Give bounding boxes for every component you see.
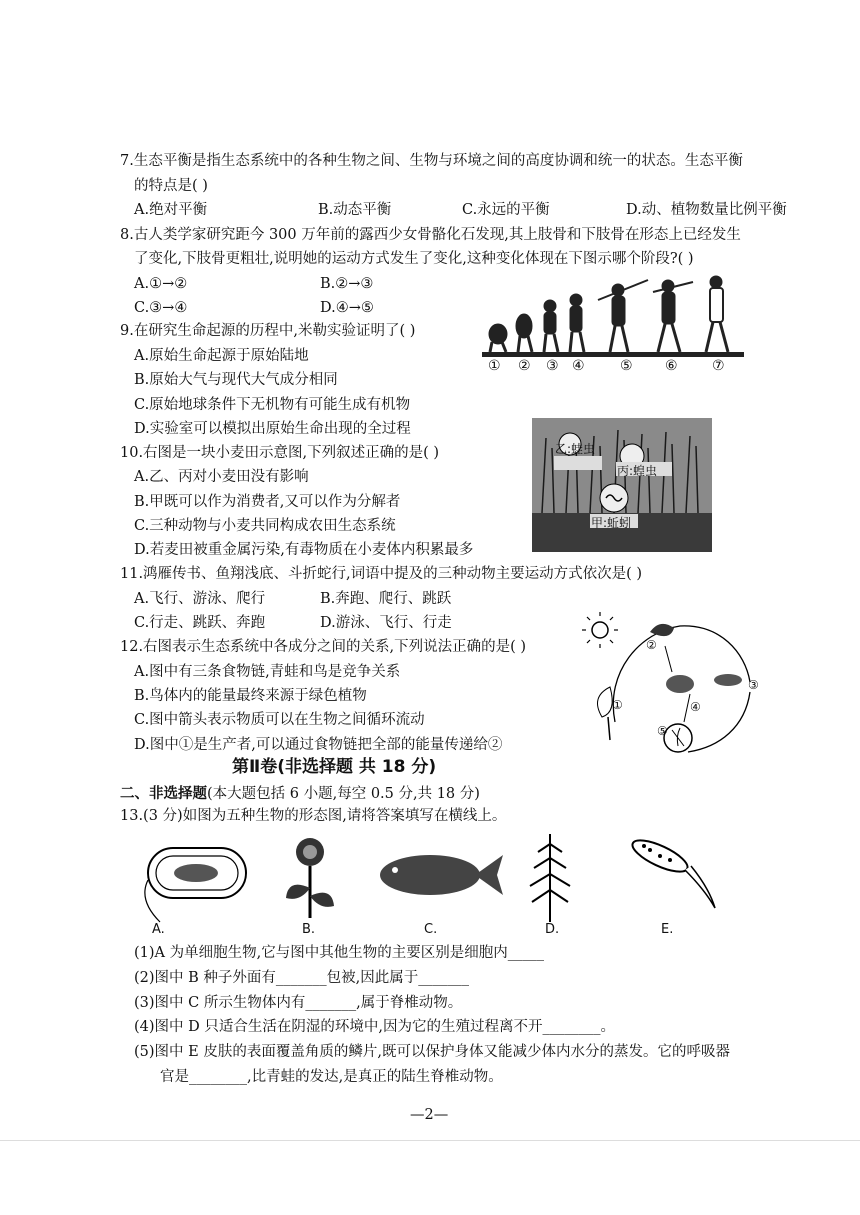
- evo-num-1: ①: [488, 358, 501, 374]
- q10-option-a: A.乙、丙对小麦田没有影响: [134, 469, 309, 485]
- wheat-field-figure: [532, 418, 712, 552]
- q13-sub2: (2)图中 B 种子外面有_______包被,因此属于_______: [134, 970, 470, 986]
- q8-stem-line1: 8.古人类学家研究距今 300 万年前的露西少女骨骼化石发现,其上肢骨和下肢骨在形态上已经发生: [120, 227, 741, 243]
- q13-sub4: (4)图中 D 只适合生活在阴湿的环境中,因为它的生殖过程离不开________。: [134, 1019, 615, 1035]
- evo-num-4: ④: [572, 358, 585, 374]
- cycle-label-1: ①: [612, 698, 623, 712]
- fig-label-d: D.: [545, 922, 560, 937]
- page-number: —2—: [410, 1107, 449, 1123]
- q11-option-c: C.行走、跳跃、奔跑: [134, 615, 266, 631]
- cycle-label-5: ⑤: [657, 724, 668, 738]
- cycle-label-2: ②: [646, 638, 657, 652]
- five-organisms-figure: [140, 830, 750, 930]
- q10-stem: 10.右图是一块小麦田示意图,下列叙述正确的是( ): [120, 445, 440, 461]
- q8-stem-line2: 了变化,下肢骨更粗壮,说明她的运动方式发生了变化,这种变化体现在下图示哪个阶段?( ): [134, 251, 694, 267]
- q7-option-d: D.动、植物数量比例平衡: [626, 202, 787, 218]
- q9-option-d: D.实验室可以模拟出原始生命出现的全过程: [134, 421, 411, 437]
- q8-option-a: A.①→②: [134, 276, 188, 292]
- q9-stem: 9.在研究生命起源的历程中,米勒实验证明了( ): [120, 323, 416, 339]
- q11-option-a: A.飞行、游泳、爬行: [134, 591, 266, 607]
- q8-option-c: C.③→④: [134, 300, 188, 316]
- section2-header: [120, 785, 480, 803]
- cycle-label-4: ④: [690, 700, 701, 714]
- field-label-jia: 甲:蚯蚓: [591, 516, 632, 530]
- q7-stem-line2: 的特点是( ): [134, 178, 208, 194]
- evo-num-6: ⑥: [665, 358, 678, 374]
- evo-num-2: ②: [518, 358, 531, 374]
- evo-num-5: ⑤: [620, 358, 633, 374]
- q11-stem: 11.鸿雁传书、鱼翔浅底、斗折蛇行,词语中提及的三种动物主要运动方式依次是( ): [120, 566, 643, 582]
- q13-sub1: (1)A 为单细胞生物,它与图中其他生物的主要区别是细胞内_____: [134, 945, 544, 961]
- q12-option-b: B.鸟体内的能量最终来源于绿色植物: [134, 688, 367, 704]
- q13-stem: 13.(3 分)如图为五种生物的形态图,请将答案填写在横线上。: [120, 808, 507, 824]
- q11-option-b: B.奔跑、爬行、跳跃: [320, 591, 452, 607]
- part2-title: 第Ⅱ卷(非选择题 共 18 分): [232, 757, 437, 777]
- evo-num-3: ③: [546, 358, 559, 374]
- field-label-bing: 丙:蝗虫: [617, 464, 658, 478]
- evo-num-7: ⑦: [712, 358, 725, 374]
- q13-sub5-line2: 官是________,比青蛙的发达,是真正的陆生脊椎动物。: [160, 1069, 503, 1085]
- q9-option-c: C.原始地球条件下无机物有可能生成有机物: [134, 397, 411, 413]
- q8-option-b: B.②→③: [320, 276, 374, 292]
- q7-stem-line1: 7.生态平衡是指生态系统中的各种生物之间、生物与环境之间的高度协调和统一的状态。生态平衡: [120, 153, 743, 169]
- q7-option-a: A.绝对平衡: [134, 202, 208, 218]
- section2-note: (本大题包括 6 小题,每空 0.5 分,共 18 分): [207, 786, 480, 802]
- q10-option-b: B.甲既可以作为消费者,又可以作为分解者: [134, 494, 401, 510]
- section2-head: 二、非选择题: [120, 785, 207, 802]
- bottom-divider: [0, 1140, 860, 1141]
- q7-option-c: C.永远的平衡: [462, 202, 550, 218]
- q9-option-a: A.原始生命起源于原始陆地: [134, 348, 309, 364]
- fig-label-c: C.: [424, 922, 438, 937]
- q13-sub5-line1: (5)图中 E 皮肤的表面覆盖角质的鳞片,既可以保护身体又能减少体内水分的蒸发。它的呼吸器: [134, 1044, 730, 1060]
- q12-option-c: C.图中箭头表示物质可以在生物之间循环流动: [134, 712, 425, 728]
- q12-option-d: D.图中①是生产者,可以通过食物链把全部的能量传递给②: [134, 737, 503, 753]
- q10-option-d: D.若麦田被重金属污染,有毒物质在小麦体内积累最多: [134, 542, 474, 558]
- q7-option-b: B.动态平衡: [318, 202, 392, 218]
- q12-option-a: A.图中有三条食物链,青蛙和鸟是竞争关系: [134, 664, 401, 680]
- q11-option-d: D.游泳、飞行、行走: [320, 615, 452, 631]
- q13-sub3: (3)图中 C 所示生物体内有_______,属于脊椎动物。: [134, 995, 463, 1011]
- fig-label-b: B.: [302, 922, 316, 937]
- q12-stem: 12.右图表示生态系统中各成分之间的关系,下列说法正确的是( ): [120, 639, 527, 655]
- field-label-yi: 乙:蛙虫: [555, 442, 596, 456]
- q8-option-d: D.④→⑤: [320, 300, 374, 316]
- q10-option-c: C.三种动物与小麦共同构成农田生态系统: [134, 518, 396, 534]
- fig-label-a: A.: [152, 922, 165, 937]
- q9-option-b: B.原始大气与现代大气成分相同: [134, 372, 338, 388]
- fig-label-e: E.: [661, 922, 674, 937]
- cycle-label-3: ③: [748, 678, 759, 692]
- ecosystem-cycle-figure: [580, 612, 770, 762]
